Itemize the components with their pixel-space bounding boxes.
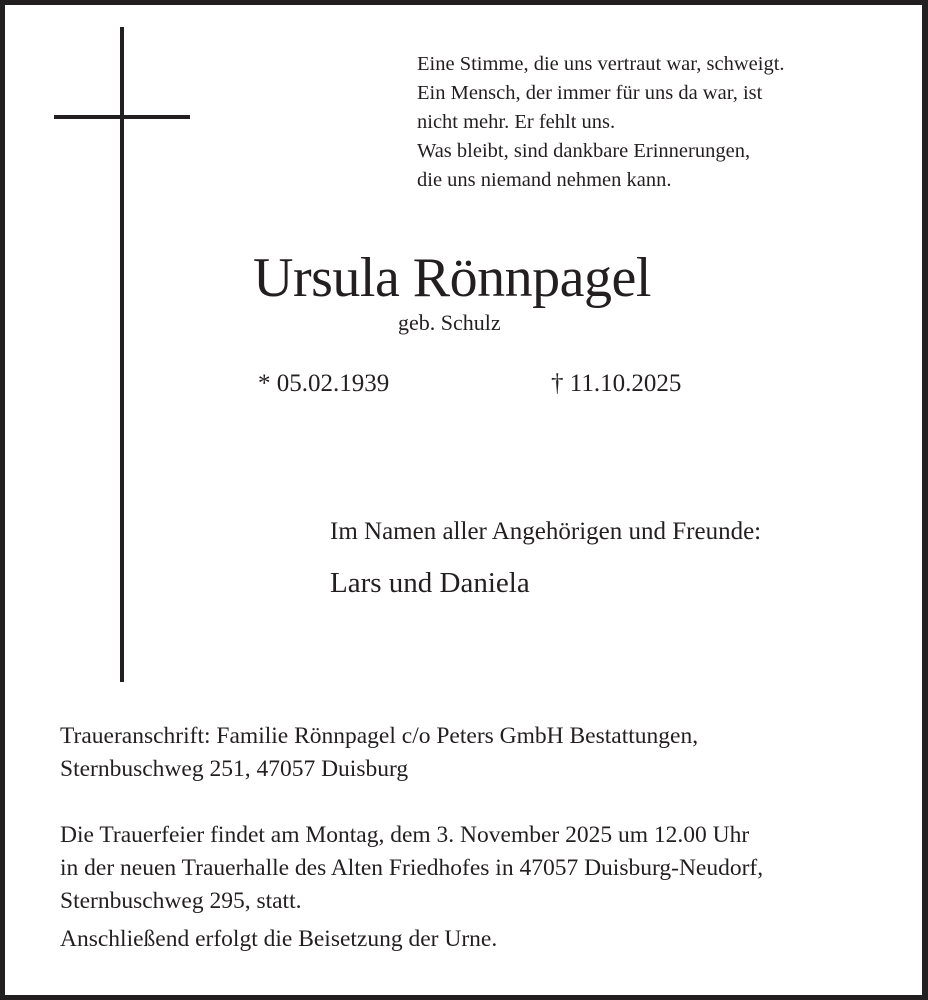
cross-vertical-bar: [120, 27, 124, 682]
poem-line: Eine Stimme, die uns vertraut war, schweigt.: [417, 53, 785, 75]
service-line: Die Trauerfeier findet am Montag, dem 3. November 2025 um 12.00 Uhr: [60, 822, 750, 848]
mourning-address: [60, 720, 698, 786]
maiden-name: geb. Schulz: [398, 310, 501, 335]
poem-line: Was bleibt, sind dankbare Erinnerungen,: [417, 140, 751, 162]
service-line: Sternbuschweg 295, statt.: [60, 888, 302, 914]
family-names: Lars und Daniela: [330, 567, 530, 599]
poem: [417, 50, 785, 195]
birth-date: * 05.02.1939: [258, 370, 390, 397]
urn-burial-note: Anschließend erfolgt die Beisetzung der Urne.: [60, 926, 498, 952]
address-line: Sternbuschweg 251, 47057 Duisburg: [60, 756, 409, 782]
address-line: Traueranschrift: Familie Rönnpagel c/o Peters GmbH Bestattungen,: [60, 723, 699, 749]
funeral-service-info: [60, 819, 763, 918]
poem-line: Ein Mensch, der immer für uns da war, ist: [417, 82, 763, 104]
signoff: Im Namen aller Angehörigen und Freunde:: [330, 518, 762, 545]
service-line: in der neuen Trauerhalle des Alten Friedhofes in 47057 Duisburg-Neudorf,: [60, 855, 764, 881]
poem-line: die uns niemand nehmen kann.: [417, 169, 672, 191]
poem-line: nicht mehr. Er fehlt uns.: [417, 111, 616, 133]
deceased-name: Ursula Rönnpagel: [253, 247, 651, 309]
cross-horizontal-bar: [54, 115, 190, 119]
death-date: † 11.10.2025: [551, 370, 682, 397]
